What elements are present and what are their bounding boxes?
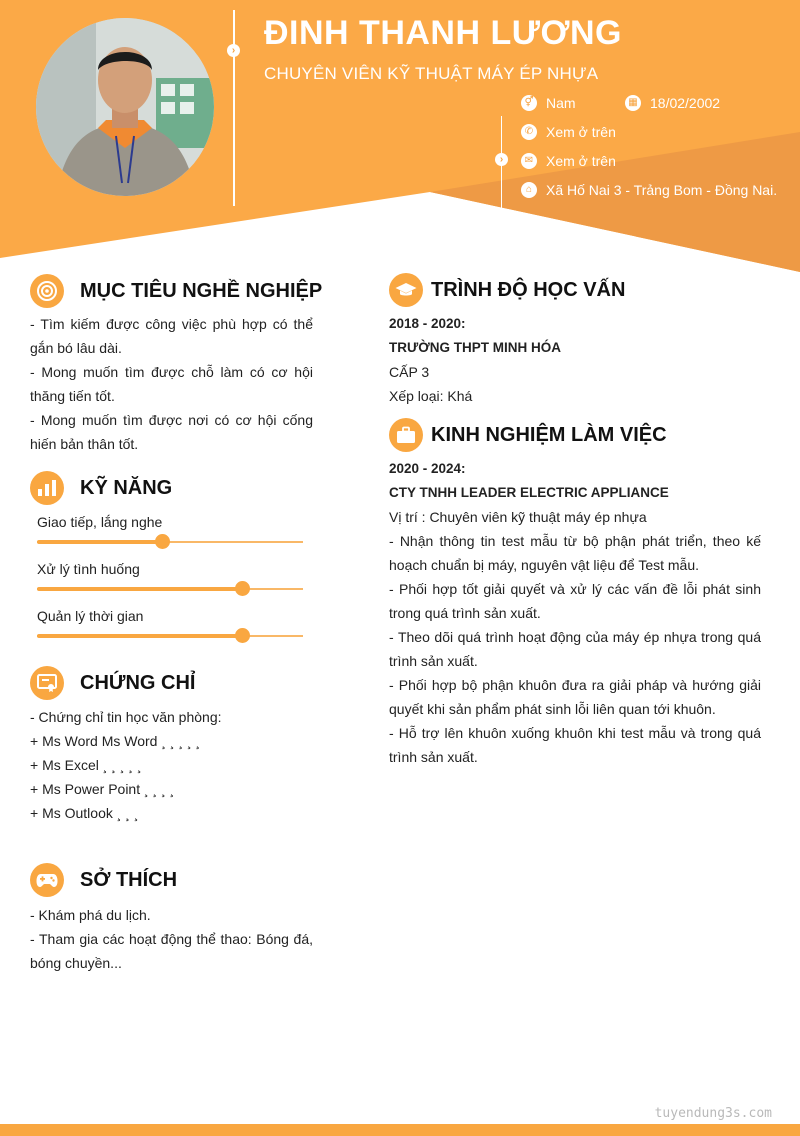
skills-title: KỸ NĂNG xyxy=(80,476,173,499)
gender-value: Nam xyxy=(546,95,576,111)
footer-bar xyxy=(0,1124,800,1136)
experience-period: 2020 - 2024: xyxy=(389,461,466,476)
email-value: Xem ở trên xyxy=(546,153,616,169)
skill-label: Quản lý thời gian xyxy=(37,608,144,624)
experience-position: Vị trí : Chuyên viên kỹ thuật máy ép nhựa xyxy=(389,509,647,525)
objective-line: - Mong muốn tìm được nơi có cơ hội cống hiến bản thân tốt. xyxy=(30,412,313,452)
skill-bar-fill xyxy=(37,587,242,591)
calendar-icon: ▦ xyxy=(625,95,641,111)
certificate-icon xyxy=(30,666,64,700)
skill-label: Giao tiếp, lắng nghe xyxy=(37,514,163,530)
certificates-title: CHỨNG CHỈ xyxy=(80,671,196,694)
target-icon xyxy=(30,274,64,308)
education-grade: Xếp loại: Khá xyxy=(389,388,473,404)
hobbies-content xyxy=(30,903,313,975)
candidate-name: ĐINH THANH LƯƠNG xyxy=(264,14,622,52)
person-photo-icon xyxy=(36,18,214,196)
experience-section-header xyxy=(389,418,667,452)
briefcase-icon xyxy=(389,418,423,452)
skill-bar-knob xyxy=(155,534,170,549)
education-level: CẤP 3 xyxy=(389,364,430,380)
email-info xyxy=(521,153,616,169)
experience-duty: - Hỗ trợ lên khuôn xuống khuôn khi test mẫu và trong quá trình sản xuất. xyxy=(389,725,761,765)
hobbies-section-header xyxy=(30,863,177,897)
candidate-job-title: CHUYÊN VIÊN KỸ THUẬT MÁY ÉP NHỰA xyxy=(264,64,599,83)
skill-bar-knob xyxy=(235,581,250,596)
hobby-line: - Khám phá du lịch. xyxy=(30,907,151,923)
chevron-right-icon: › xyxy=(227,44,240,57)
phone-info xyxy=(521,124,616,140)
skill-bar-fill xyxy=(37,540,162,544)
skill-bar-knob xyxy=(235,628,250,643)
hobbies-title: SỞ THÍCH xyxy=(80,868,178,891)
bar-chart-icon xyxy=(30,471,64,505)
email-icon: ✉ xyxy=(521,153,537,169)
chevron-right-icon: › xyxy=(495,153,508,166)
address-value: Xã Hố Nai 3 - Trảng Bom - Đồng Nai. xyxy=(546,182,778,198)
home-icon: ⌂ xyxy=(521,182,537,198)
education-school: TRƯỜNG THPT MINH HÓA xyxy=(389,340,561,355)
education-content xyxy=(389,312,761,408)
graduation-cap-icon xyxy=(389,273,423,307)
birthdate-info xyxy=(625,95,720,111)
experience-duty: - Phối hợp bộ phận khuôn đưa ra giải pháp và hướng giải quyết khi sản phẩm phát sinh lỗi liên quan tới khuôn. xyxy=(389,677,761,717)
objective-title: MỤC TIÊU NGHỀ NGHIỆP xyxy=(80,279,323,302)
skill-bar-fill xyxy=(37,634,242,638)
experience-duty: - Theo dõi quá trình hoạt động của máy ép nhựa trong quá trình sản xuất. xyxy=(389,629,761,669)
certificate-line: - Chứng chỉ tin học văn phòng: xyxy=(30,709,222,725)
certificates-section-header xyxy=(30,666,195,700)
address-info xyxy=(521,182,777,198)
education-period: 2018 - 2020: xyxy=(389,316,466,331)
hobby-line: - Tham gia các hoạt động thể thao: Bóng đá, bóng chuyền... xyxy=(30,931,313,971)
education-title: TRÌNH ĐỘ HỌC VẤN xyxy=(431,278,626,301)
experience-duty: - Phối hợp tốt giải quyết và xử lý các vấn đề lỗi phát sinh trong quá trình sản xuất. xyxy=(389,581,761,621)
gender-info xyxy=(521,95,576,111)
header-divider-line xyxy=(233,10,235,206)
objective-content xyxy=(30,312,313,456)
phone-icon: ✆ xyxy=(521,124,537,140)
birthdate-value: 18/02/2002 xyxy=(650,95,721,111)
objective-line: - Mong muốn tìm được chỗ làm có cơ hội thăng tiến tốt. xyxy=(30,364,313,404)
skills-section-header xyxy=(30,471,172,505)
skill-label: Xử lý tình huống xyxy=(37,561,140,577)
certificate-line: + Ms Excel ¸ ¸ ¸ ¸ ¸ xyxy=(30,757,142,773)
experience-content xyxy=(389,457,761,769)
certificate-line: + Ms Word Ms Word ¸ ¸ ¸ ¸ ¸ xyxy=(30,733,201,749)
certificates-content xyxy=(30,705,313,825)
watermark-text: tuyendung3s.com xyxy=(654,1106,772,1121)
gamepad-icon xyxy=(30,863,64,897)
experience-title: KINH NGHIỆM LÀM VIỆC xyxy=(431,423,667,446)
certificate-line: + Ms Outlook ¸ ¸ ¸ xyxy=(30,805,139,821)
profile-photo xyxy=(36,18,214,196)
experience-company: CTY TNHH LEADER ELECTRIC APPLIANCE xyxy=(389,485,669,500)
education-section-header xyxy=(389,273,625,307)
certificate-line: + Ms Power Point ¸ ¸ ¸ ¸ xyxy=(30,781,175,797)
gender-icon: ⚥ xyxy=(521,95,537,111)
objective-section-header xyxy=(30,274,322,308)
experience-duty: - Nhận thông tin test mẫu từ bộ phận phát triển, theo kế hoạch chuẩn bị máy, nguyên vật liệu để Test mẫu. xyxy=(389,533,761,573)
phone-value: Xem ở trên xyxy=(546,124,616,140)
objective-line: - Tìm kiếm được công việc phù hợp có thể gắn bó lâu dài. xyxy=(30,316,313,356)
